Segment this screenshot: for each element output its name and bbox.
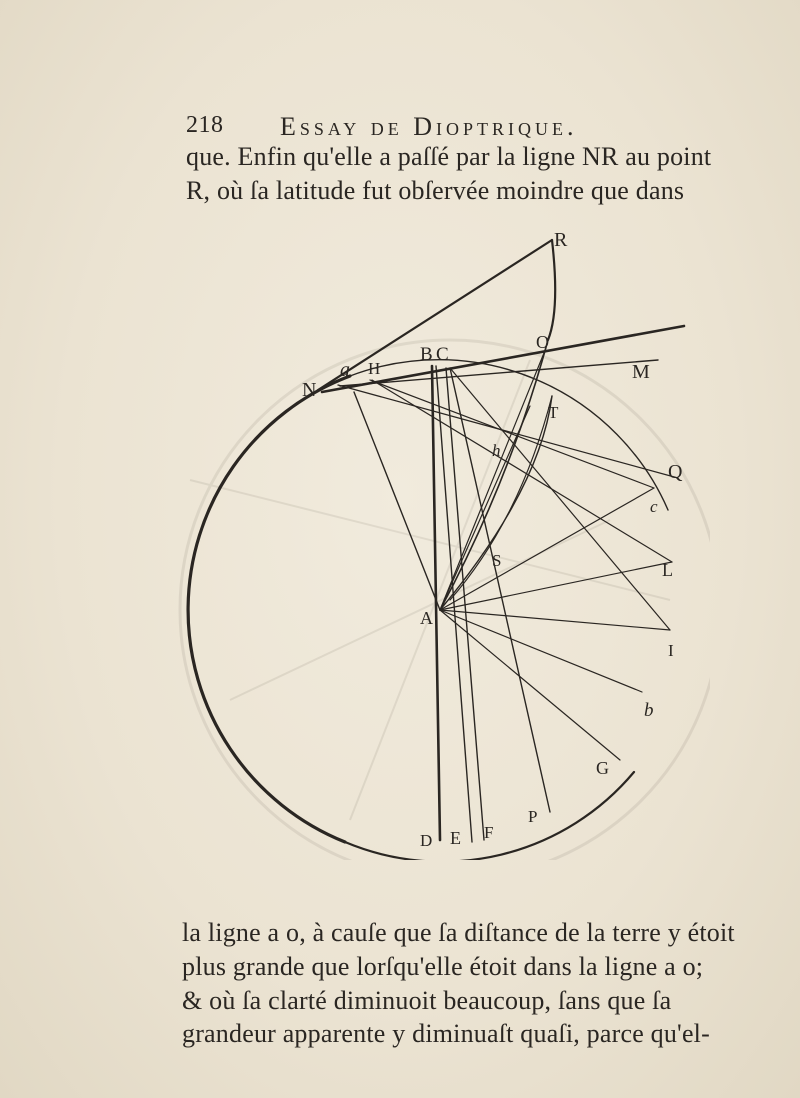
label-D: D [420, 831, 433, 850]
running-title: Essay de Dioptrique. [280, 112, 578, 141]
text-line-bottom-4: grandeur apparente y diminuaſt quaſi, parce qu'el- [182, 1019, 710, 1048]
label-C-top: C [436, 344, 449, 365]
arc-R-down [548, 240, 555, 340]
label-I: I [668, 641, 674, 660]
main-circle-left-arc [188, 376, 350, 842]
ray-A-G [440, 610, 620, 760]
label-b: b [644, 700, 654, 721]
label-F: F [484, 823, 494, 842]
line-a-M [340, 360, 658, 386]
label-c: c [650, 497, 658, 516]
text-line-top-2: R, où ſa latitude fut obſervée moindre que dans [186, 176, 685, 205]
label-M: M [632, 361, 650, 383]
line-N-A [354, 392, 440, 610]
label-h: h [492, 441, 501, 460]
label-E: E [450, 828, 461, 848]
ray-A-b [440, 610, 642, 692]
ray-A-S [440, 406, 530, 610]
ray-A-c [440, 488, 654, 610]
text-line-bottom-1: la ligne a o, à cauſe que ſa diſtance de la terre y étoit [182, 918, 735, 947]
ray-A-I [440, 610, 670, 630]
label-S: S [492, 551, 502, 570]
optics-diagram [150, 220, 710, 860]
label-N: N [302, 379, 317, 401]
label-O: O [536, 332, 549, 352]
text-line-bottom-2: plus grande que lorſqu'elle étoit dans la ligne a o; [182, 952, 704, 981]
main-circle-right-arc [345, 772, 634, 860]
label-Q: Q [668, 461, 683, 483]
running-head [186, 112, 746, 142]
label-P: P [528, 807, 538, 826]
line-B-D [432, 366, 440, 840]
label-G: G [596, 758, 609, 778]
label-L: L [662, 560, 673, 580]
line-H-c [370, 380, 654, 488]
line-NR [318, 240, 552, 390]
label-A: A [420, 608, 433, 628]
label-R: R [554, 229, 568, 251]
line-C-I [450, 368, 670, 630]
label-H: H [368, 359, 381, 378]
label-a: a [340, 359, 350, 381]
text-line-bottom-3: & où ſa clarté diminuoit beaucoup, ſans que ſa [182, 986, 672, 1015]
label-B: B [420, 344, 433, 365]
ray-A-O [440, 348, 546, 610]
page-number: 218 [186, 112, 224, 138]
text-line-top-1: que. Enfin qu'elle a paſſé par la ligne NR au point [186, 142, 712, 171]
label-T: T [548, 403, 559, 422]
main-circle-upper-arc [350, 360, 668, 510]
